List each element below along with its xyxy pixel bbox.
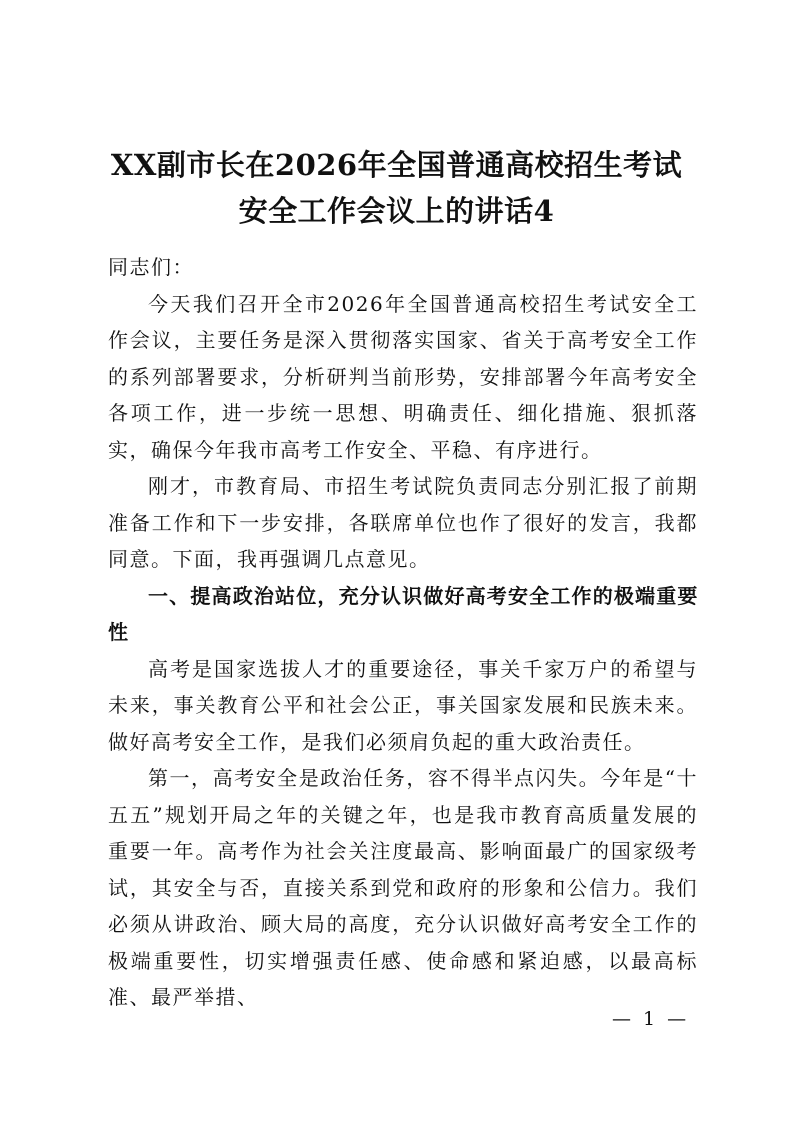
section-heading: 一、提高政治站位，充分认识做好高考安全工作的极端重要性 [108, 583, 698, 644]
section-paragraph: 高考是国家选拔人才的重要途径，事关千家万户的希望与未来，事关教育公平和社会公正，事关国家发展和民族未来。做好高考安全工作，是我们必须肩负起的重大政治责任。 [108, 656, 698, 754]
paragraph-intro: 今天我们召开全市2026年全国普通高校招生考试安全工作会议，主要任务是深入贯彻落实国家、省关于高考安全工作的系列部署要求，分析研判当前形势，安排部署今年高考安全各项工作，进一步统一思想、明确责任、细化措施、狠抓落实，确保今年我市高考工作安全、平稳、有序进行。 [108, 291, 698, 462]
salutation: 同志们： [108, 255, 194, 279]
document-title: XX副市长在2026年全国普通高校招生考试安全工作会议上的讲话4 [110, 148, 683, 228]
document-body [108, 249, 698, 1016]
page-number: — 1 — [612, 1008, 690, 1030]
section-paragraph: 第一，高考安全是政治任务，容不得半点闪失。今年是“十五五”规划开局之年的关键之年，也是我市教育高质量发展的重要一年。高考作为社会关注度最高、影响面最广的国家级考试，其安全与否，直接关系到党和政府的形象和公信力。我们必须从讲政治、顾大局的高度，充分认识做好高考安全工作的极端重要性，切实增强责任感、使命感和紧迫感，以最高标准、最严举措、 [108, 766, 698, 1009]
paragraph-remarks: 刚才，市教育局、市招生考试院负责同志分别汇报了前期准备工作和下一步安排，各联席单位也作了很好的发言，我都同意。下面，我再强调几点意见。 [108, 474, 698, 571]
